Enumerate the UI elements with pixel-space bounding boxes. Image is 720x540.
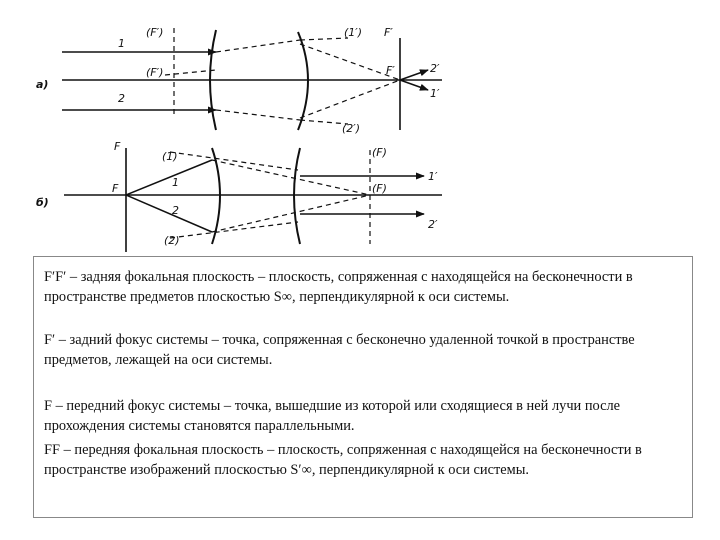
ray-label-2-prime: (2′) [342,122,361,135]
ray-1-prime [300,38,348,40]
rear-focus-label-b: (F) [372,182,387,195]
ray-label-2: 2 [118,92,125,105]
ray-label-1-prime: (1′) [344,26,363,39]
front-focal-label-top: F [114,140,121,153]
ray-label-2-b: 2 [172,204,179,217]
out-label-1-b: 1′ [428,170,438,183]
out-label-2-b: 2′ [428,218,438,231]
ray-label-1-b: 1 [172,176,179,189]
rear-focus-label: F′ [386,64,395,77]
ray-label-2-paren: (2) [164,234,180,247]
ray-conv-2 [300,80,400,118]
label-a: а) [36,78,49,91]
diagram-b-labels [36,140,438,247]
rear-focal-label-top: F′ [384,26,393,39]
ray-1-inner [216,40,300,52]
ray-conv-1 [300,44,400,80]
out-label-1: 1′ [430,87,440,100]
definition-front-focal-plane: FF – передняя фокальная плоскость – плоскость, сопряженная с находящейся на бесконечности в пространстве изображений плоскостью S′∞, перпендикулярной к оси системы. [44,442,642,478]
definition-rear-focal-plane: F′F′ – задняя фокальная плоскость – плоскость, сопряженная с находящейся на бесконечности в пространстве предметов плоскостью S∞, перпендикулярной к оси системы. [44,269,633,305]
ray-label-1-paren: (1) [162,150,178,163]
ray-2-b-dashed [170,222,298,238]
ray-out-2 [400,70,428,80]
lens-2-a [298,32,308,130]
focal-label-mid: (F′) [146,66,164,79]
definition-front-focus: F – передний фокус системы – точка, вышедшие из которой или сходящиеся в ней лучи после прохождения системы становятся параллельными. [44,398,621,434]
ray-out-1 [400,80,428,90]
ray-b-to-f [212,160,370,195]
ray-label-1: 1 [118,37,125,50]
lens-2-b [294,148,300,244]
definition-rear-focus: F′ – задний фокус системы – точка, сопряженная с бесконечно удаленной точкой в пространстве предметов, лежащей на оси системы. [44,332,635,368]
focal-label-top: (F′) [146,26,164,39]
out-label-2: 2′ [430,62,440,75]
ray-2-inner [216,110,300,120]
ray-1-b-dashed [170,152,298,170]
ray-1-b [126,160,212,195]
label-b: б) [36,196,49,209]
lens-1-b [212,148,220,244]
ray-2-b [126,195,212,232]
diagram-b [64,148,442,252]
front-focus-label: F [112,182,119,195]
ray-axis-inner [165,70,216,75]
ray-2-prime [300,120,348,124]
rear-focal-label-top: (F) [372,146,387,159]
